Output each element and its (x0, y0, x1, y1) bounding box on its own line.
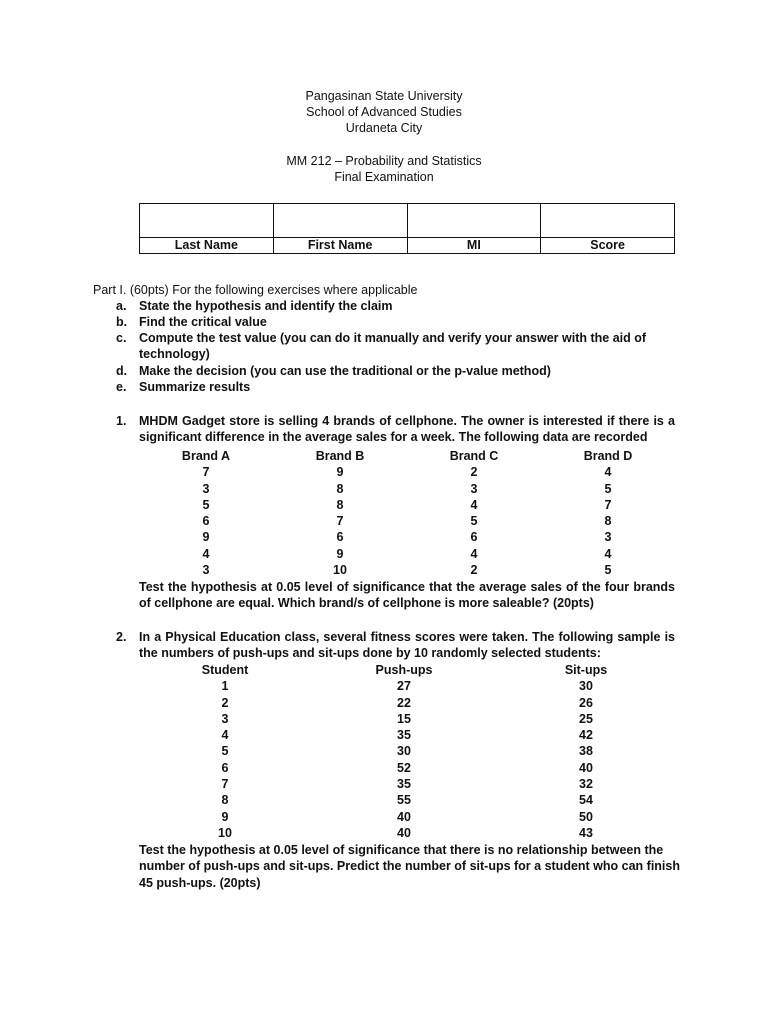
q1-cell: 7 (336, 514, 344, 529)
q2-task-line: 45 push-ups. (20pts) (139, 876, 261, 890)
q1-cell: 10 (333, 563, 347, 578)
q1-cell: 6 (336, 530, 344, 545)
q1-cell: 3 (604, 530, 612, 545)
q2-cell: 38 (579, 744, 593, 759)
q1-cell: 5 (604, 563, 612, 578)
q1-cell: 3 (202, 563, 210, 578)
course-title: MM 212 – Probability and Statistics (286, 154, 482, 168)
q2-cell: 2 (221, 695, 229, 710)
q2-cell: 54 (579, 793, 593, 808)
q1-cell: 7 (604, 497, 612, 512)
q2-number: 2. (116, 630, 127, 644)
q2-cell: 5 (221, 744, 229, 759)
step-marker: e. (116, 380, 127, 394)
q2-cell: 35 (397, 777, 411, 792)
q1-cell: 4 (470, 497, 478, 512)
q1-cell: 4 (604, 465, 612, 480)
q2-cell: 22 (397, 695, 411, 710)
q2-cell: 7 (221, 777, 229, 792)
q2-cell: 40 (397, 825, 411, 840)
q2-cell: 52 (397, 760, 411, 775)
school-name: School of Advanced Studies (306, 105, 462, 119)
q2-task-line: Test the hypothesis at 0.05 level of significance that there is no relationship between the (139, 843, 664, 857)
last-name-field[interactable] (140, 204, 274, 238)
q1-cell: 8 (336, 497, 344, 512)
q1-cell: 2 (470, 563, 478, 578)
step-marker: a. (116, 299, 127, 313)
q1-cell: 5 (604, 481, 612, 496)
q2-cell: 9 (221, 809, 229, 824)
q1-cell: 9 (336, 546, 344, 561)
q2-cell: 25 (579, 711, 593, 726)
step-text: Compute the test value (you can do it manually and verify your answer with the aid of (139, 331, 647, 345)
mi-label: MI (407, 238, 541, 254)
q1-cell: 6 (202, 514, 210, 529)
q2-fitness-table (139, 662, 675, 841)
q2-header: Push-ups (375, 663, 433, 677)
q2-cell: 26 (579, 695, 593, 710)
q2-cell: 15 (397, 711, 411, 726)
q2-header: Sit-ups (564, 663, 608, 677)
q1-task: Test the hypothesis at 0.05 level of significance that the average sales of the four brands of cellphone are equal. Which brand/s of cellphone is more saleable? (20pts) (139, 580, 675, 611)
q2-cell: 10 (218, 825, 232, 840)
q2-cell: 4 (221, 728, 229, 743)
q1-cell: 5 (470, 514, 478, 529)
q2-cell: 3 (221, 711, 229, 726)
q1-cell: 9 (202, 530, 210, 545)
student-info-table (139, 203, 675, 254)
last-name-label: Last Name (140, 238, 274, 254)
q2-cell: 43 (579, 825, 593, 840)
step-marker: d. (116, 364, 128, 378)
q2-cell: 50 (579, 809, 593, 824)
mi-field[interactable] (407, 204, 541, 238)
first-name-label: First Name (273, 238, 407, 254)
q1-cell: 2 (470, 465, 478, 480)
part1-heading: Part I. (60pts) For the following exercises where applicable (93, 283, 418, 297)
q1-number: 1. (116, 414, 127, 428)
q1-cell: 8 (604, 514, 612, 529)
q1-cell: 6 (470, 530, 478, 545)
step-text: State the hypothesis and identify the claim (139, 299, 393, 313)
q2-cell: 40 (397, 809, 411, 824)
step-text: Find the critical value (139, 315, 267, 329)
q2-cell: 55 (397, 793, 411, 808)
exam-title: Final Examination (334, 170, 434, 184)
city-name: Urdaneta City (345, 121, 423, 135)
q1-cell: 3 (470, 481, 478, 496)
q2-cell: 6 (221, 760, 229, 775)
q1-header: Brand A (181, 449, 231, 463)
score-field[interactable] (541, 204, 675, 238)
q2-task-line: number of push-ups and sit-ups. Predict the number of sit-ups for a student who can finish (139, 859, 680, 873)
q1-sales-table (139, 448, 675, 578)
q1-cell: 3 (202, 481, 210, 496)
q2-cell: 30 (579, 679, 593, 694)
q2-header: Student (201, 663, 249, 677)
q1-header: Brand D (583, 449, 633, 463)
q1-cell: 5 (202, 497, 210, 512)
step-text: Make the decision (you can use the traditional or the p-value method) (139, 364, 551, 378)
step-text-continued: technology) (139, 347, 210, 361)
q1-cell: 4 (470, 546, 478, 561)
step-text: Summarize results (139, 380, 251, 394)
step-marker: b. (116, 315, 128, 329)
q1-header: Brand C (449, 449, 499, 463)
q2-cell: 42 (579, 728, 593, 743)
q1-cell: 7 (202, 465, 210, 480)
first-name-field[interactable] (273, 204, 407, 238)
q2-cell: 30 (397, 744, 411, 759)
q1-cell: 9 (336, 465, 344, 480)
score-label: Score (541, 238, 675, 254)
q2-cell: 32 (579, 777, 593, 792)
q2-intro: In a Physical Education class, several fitness scores were taken. The following sample is the numbers of push-ups and sit-ups done by 10 randomly selected students: (139, 630, 675, 661)
q2-cell: 8 (221, 793, 229, 808)
q1-cell: 8 (336, 481, 344, 496)
q2-cell: 1 (221, 679, 229, 694)
q2-cell: 27 (397, 679, 411, 694)
step-marker: c. (116, 331, 127, 345)
q1-cell: 4 (604, 546, 612, 561)
q1-intro: MHDM Gadget store is selling 4 brands of cellphone. The owner is interested if there is a significant difference in the average sales for a week. The following data are recorded (139, 414, 675, 445)
q2-cell: 35 (397, 728, 411, 743)
university-name: Pangasinan State University (305, 89, 463, 103)
q1-header: Brand B (315, 449, 365, 463)
q1-cell: 4 (202, 546, 210, 561)
q2-cell: 40 (579, 760, 593, 775)
